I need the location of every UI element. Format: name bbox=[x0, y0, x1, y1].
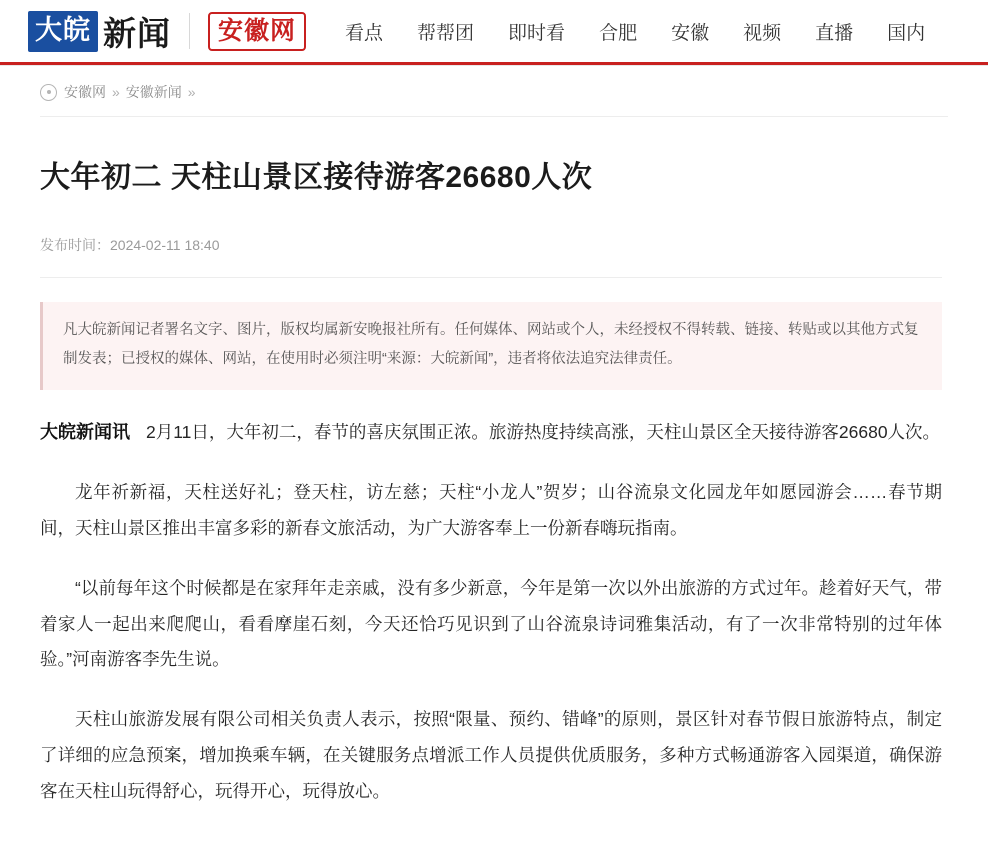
location-pin-icon bbox=[40, 84, 57, 101]
breadcrumb-separator: » bbox=[112, 84, 120, 100]
breadcrumb bbox=[0, 66, 988, 116]
nav-item-kandian[interactable]: 看点 bbox=[345, 22, 384, 44]
nav-item-jishikan[interactable]: 即时看 bbox=[508, 22, 566, 44]
article-paragraph: 龙年祈新福，天柱送好礼；登天柱，访左慈；天柱“小龙人”贺岁；山谷流泉文化园龙年如愿园游会……春节期间，天柱山景区推出丰富多彩的新春文旅活动，为广大游客奉上一份新春嗨玩指南。 bbox=[40, 481, 942, 538]
nav-item-zhibo[interactable]: 直播 bbox=[815, 22, 854, 44]
breadcrumb-item-anhuinews[interactable]: 安徽新闻 bbox=[125, 84, 182, 100]
copyright-notice: 凡大皖新闻记者署名文字、图片，版权均属新安晚报社所有。任何媒体、网站或个人，未经授权不得转载、链接、转贴或以其他方式复制发表；已授权的媒体、网站，在使用时必须注明“来源：大皖新闻”，违者将依法追究法律责任。 bbox=[40, 302, 942, 390]
anhuiwang-logo[interactable]: 安徽网 bbox=[208, 12, 306, 51]
nav-item-bangbangtuan[interactable]: 帮帮团 bbox=[417, 22, 475, 44]
publish-time-label: 发布时间： bbox=[40, 237, 110, 253]
article-paragraph: “以前每年这个时候都是在家拜年走亲戚，没有多少新意，今年是第一次以外出旅游的方式过年。趁着好天气，带着家人一起出来爬爬山，看看摩崖石刻，今天还恰巧见识到了山谷流泉诗词雅集活动，有了一次非常特别的过年体验。”河南游客李先生说。 bbox=[40, 577, 942, 670]
brand-divider bbox=[189, 13, 190, 49]
breadcrumb-item-anhuiwang[interactable]: 安徽网 bbox=[64, 84, 106, 100]
breadcrumb-rule bbox=[40, 116, 948, 117]
meta-rule bbox=[40, 277, 942, 278]
site-header bbox=[0, 0, 988, 62]
brand-block[interactable] bbox=[28, 8, 171, 55]
nav-item-guonei[interactable]: 国内 bbox=[887, 22, 926, 44]
dawan-logo-word: 新闻 bbox=[103, 13, 171, 53]
breadcrumb-separator-end: » bbox=[187, 84, 196, 100]
main-nav bbox=[328, 18, 942, 45]
article-paragraph-text: 2月11日，大年初二，春节的喜庆氛围正浓。旅游热度持续高涨，天柱山景区全天接待游客26680人次。 bbox=[146, 422, 941, 442]
article-body bbox=[40, 414, 942, 810]
page-title: 大年初二 天柱山景区接待游客26680人次 bbox=[40, 161, 593, 194]
dawan-logo-badge: 大皖 bbox=[28, 11, 98, 52]
nav-item-hefei[interactable]: 合肥 bbox=[599, 22, 638, 44]
publish-meta bbox=[40, 235, 942, 255]
nav-item-shipin[interactable]: 视频 bbox=[743, 22, 782, 44]
article bbox=[0, 157, 988, 810]
nav-item-anhui[interactable]: 安徽 bbox=[671, 22, 710, 44]
article-paragraph: 天柱山旅游发展有限公司相关负责人表示，按照“限量、预约、错峰”的原则，景区针对春节假日旅游特点，制定了详细的应急预案，增加换乘车辆，在关键服务点增派工作人员提供优质服务，多种方式畅通游客入园渠道，确保游客在天柱山玩得舒心，玩得开心，玩得放心。 bbox=[40, 709, 942, 802]
article-paragraph-lead bbox=[40, 414, 942, 451]
publish-time-value: 2024-02-11 18:40 bbox=[110, 237, 220, 253]
lead-label: 大皖新闻讯 bbox=[40, 422, 130, 442]
